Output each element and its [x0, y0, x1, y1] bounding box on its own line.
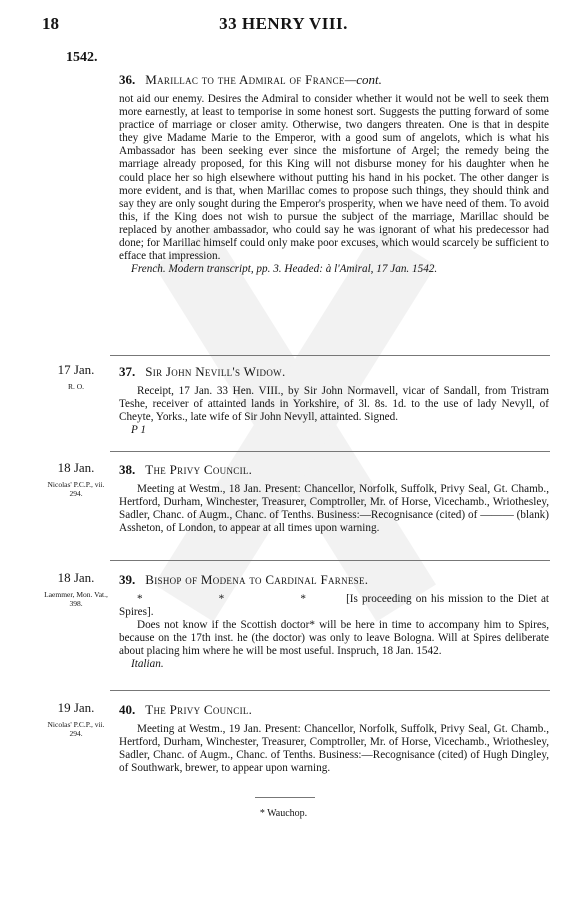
- entry-heading: [119, 572, 549, 588]
- entry-divider: [110, 690, 550, 691]
- entry-text: not aid our enemy. Desires the Admiral to consider whether it would not be well to seek them more earnestly, at least to temporise in some honest sort. Suggests the putting forward of some practice of marriage or closer amity. Otherwise, two dangers threaten. One is that in despite they give Madame Marie to the Emperor, with a good sum of angelots, which is what his Ambassador has been seeking ever since the misfortune of Argel; the remedy being the marriage already proposed, for this King will not disburse money for his daughter when he could place her so high elsewhere without putting his hand in his pocket. The other danger is more evident, and is that, when Marillac comes to propose such things, they should think and say they are only sought during the Emperor's prosperity, when we have need of them. To avoid this, if the King does not wish to pursue the subject of the marriage, Marillac should be replaced by another ambassador, who could say he was ignorant of what his predecessor had done; for Marillac himself could only make poor excuses, which would scarcely be sufficient to efface that impression.: [119, 93, 549, 263]
- running-title: 33 HENRY VIII.: [219, 14, 348, 33]
- entry-heading: [119, 364, 549, 380]
- entry-heading: [119, 462, 549, 478]
- entry-date: 17 Jan.: [57, 362, 95, 377]
- entry-number: 40.: [119, 702, 136, 717]
- entry-text: Receipt, 17 Jan. 33 Hen. VIII., by Sir John Normavell, vicar of Sandall, from Tristram Teshe, receiver of attainted lands in Yorkshire, of 3l. 8s. 1d. to the use of lady Nevyll, of Cheyte, Yorks., late wife of Sir John Nevyll, attainted. Signed.: [119, 385, 549, 424]
- entry-source-note: French. Modern transcript, pp. 3. Headed: à l'Amiral, 17 Jan. 1542.: [131, 263, 438, 276]
- entry-divider: [110, 451, 550, 452]
- page-header: [0, 14, 567, 38]
- entry-date: 18 Jan.: [57, 570, 95, 585]
- entry-heading: [119, 702, 549, 718]
- margin-note: [44, 362, 108, 392]
- entry-title: Sir John Nevill's Widow.: [145, 364, 286, 379]
- entry-divider: [110, 355, 550, 356]
- entry-reference: R. O.: [67, 382, 85, 391]
- entry-number: 37.: [119, 364, 136, 379]
- entry-heading: [119, 72, 549, 88]
- page-number: 18: [42, 14, 59, 33]
- continued-mark: —cont.: [344, 72, 382, 87]
- entry-body: [119, 385, 549, 437]
- entry-title: Bishop of Modena to Cardinal Farnese.: [145, 572, 369, 587]
- entry-body: [119, 93, 549, 276]
- entry-divider: [110, 560, 550, 561]
- margin-note: [44, 460, 108, 498]
- entry-reference: Nicolas' P.C.P., vii. 294.: [47, 480, 105, 498]
- entry-date: 18 Jan.: [57, 460, 95, 475]
- entry-number: 36.: [119, 72, 136, 87]
- entry-reference: Laemmer, Mon. Vat., 398.: [44, 590, 108, 608]
- entry-reference: Nicolas' P.C.P., vii. 294.: [47, 720, 105, 738]
- margin-note: [44, 570, 108, 608]
- entry-number: 38.: [119, 462, 136, 477]
- entry-source-note: P 1: [131, 424, 147, 437]
- entry-opening: [119, 593, 549, 619]
- entry-text: Meeting at Westm., 19 Jan. Present: Chancellor, Norfolk, Suffolk, Privy Seal, Gt. Chamb., Hertford, Durham, Winchester, Treasurer, Comptroller, Mr. of Horse, Vicechamb., Wriothesley, Sadler, Chanc. of Augm., Chanc. of Tenths. Business:—Recognisance (cited) of Hugh Dingley, of Southwark, brewer, to appear upon warning.: [119, 723, 549, 775]
- entry-title: The Privy Council.: [145, 702, 253, 717]
- entry-summary: [Is proceeding on his mission to the Diet at Spires].: [119, 593, 550, 619]
- footnote: * Wauchop.: [259, 808, 308, 819]
- footnote-divider: [255, 797, 315, 798]
- entry-body: [119, 723, 549, 775]
- omission-marks: * * *: [137, 593, 342, 605]
- entry-text: Does not know if the Scottish doctor* will be here in time to accompany him to Spires, because on the 17th inst. he (the doctor) was only to leave Bologna. Will at Spires deliberate about placing him where he will be most useful. Inspruch, 18 Jan. 1542.: [119, 619, 549, 658]
- entry-body: [119, 593, 549, 672]
- entry-language-note: Italian.: [131, 658, 164, 671]
- entry-date: 19 Jan.: [57, 700, 95, 715]
- entry-text: Meeting at Westm., 18 Jan. Present: Chancellor, Norfolk, Suffolk, Privy Seal, Gt. Chamb., Hertford, Durham, Winchester, Treasurer, Comptroller, Mr. of Horse, Vicechamb., Wriothesley, Sadler, Chanc. of Augm., Chanc. of Tenths. Business:—Recognisance (cited) of ——— (blank) Assheton, of London, to appear at all times upon warning.: [119, 483, 549, 535]
- year-heading: 1542.: [66, 50, 98, 65]
- entry-number: 39.: [119, 572, 136, 587]
- entry-body: [119, 483, 549, 535]
- entry-title: Marillac to the Admiral of France: [145, 72, 345, 87]
- margin-note: [44, 700, 108, 738]
- entry-title: The Privy Council.: [145, 462, 253, 477]
